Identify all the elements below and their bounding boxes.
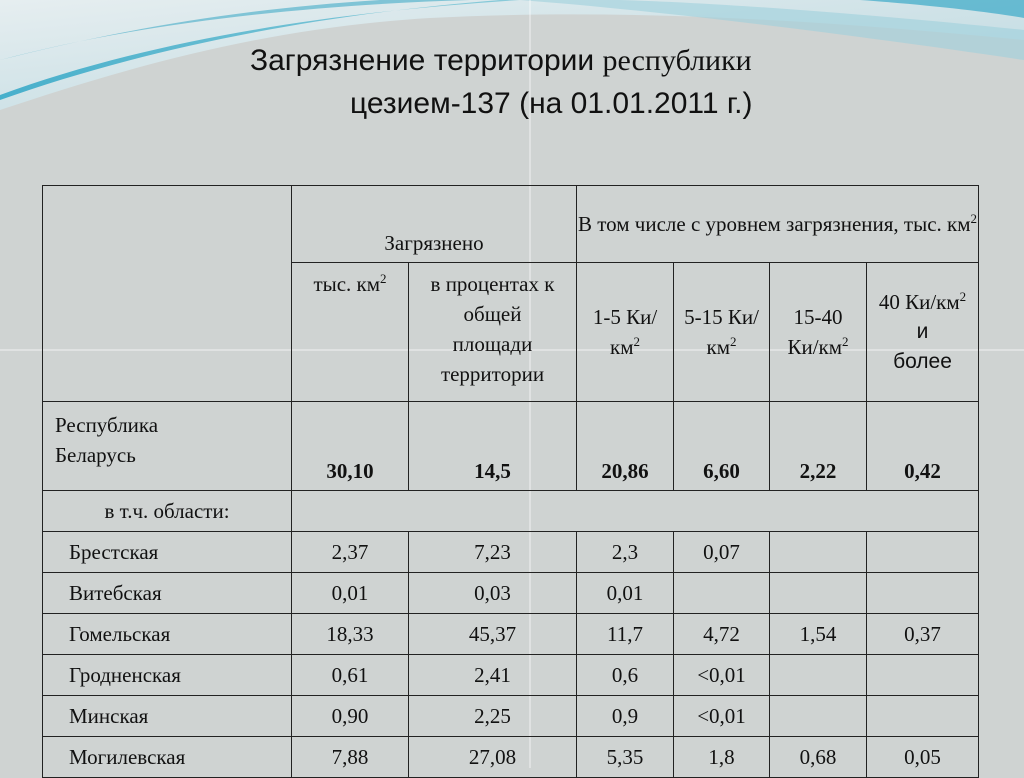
cell: 0,01 xyxy=(577,573,674,614)
regions-subheader: в т.ч. области: xyxy=(43,491,292,532)
region-name: Гродненская xyxy=(43,655,292,696)
republic-value: 14,5 xyxy=(409,402,577,491)
header-empty-cell xyxy=(43,186,292,402)
cell: 0,68 xyxy=(770,737,867,778)
cell: 7,23 xyxy=(409,532,577,573)
cell: 11,7 xyxy=(577,614,674,655)
table-row xyxy=(43,696,979,737)
slide-title xyxy=(0,0,1024,140)
cell xyxy=(867,573,979,614)
title-line-2: цезием-137 (на 01.01.2011 г.) xyxy=(350,87,753,120)
cell: 1,8 xyxy=(674,737,770,778)
republic-row xyxy=(43,402,979,491)
cell xyxy=(867,696,979,737)
header-contaminated: Загрязнено xyxy=(292,186,577,263)
title-line-1 xyxy=(250,44,752,78)
cell: 45,37 xyxy=(409,614,577,655)
cell: 7,88 xyxy=(292,737,409,778)
table-row xyxy=(43,655,979,696)
cell: 0,07 xyxy=(674,532,770,573)
cell: 4,72 xyxy=(674,614,770,655)
cell xyxy=(867,655,979,696)
cell: 0,37 xyxy=(867,614,979,655)
republic-value: 6,60 xyxy=(674,402,770,491)
region-name: Минская xyxy=(43,696,292,737)
cell: 1,54 xyxy=(770,614,867,655)
header-col-1-5: 1-5 $Ки/км^2$ xyxy=(577,263,674,402)
table-row xyxy=(43,532,979,573)
cell: <0,01 xyxy=(674,696,770,737)
regions-subheader-row xyxy=(43,491,979,532)
cell: 18,33 xyxy=(292,614,409,655)
cell: 27,08 xyxy=(409,737,577,778)
region-name: Могилевская xyxy=(43,737,292,778)
table-row xyxy=(43,737,979,778)
republic-name: Республика Беларусь xyxy=(43,402,292,491)
table-row xyxy=(43,614,979,655)
header-col-percent: в процентах к общей площади территории xyxy=(409,263,577,402)
cell: 0,6 xyxy=(577,655,674,696)
cell: 0,9 xyxy=(577,696,674,737)
cell: <0,01 xyxy=(674,655,770,696)
cell: 0,05 xyxy=(867,737,979,778)
header-row-1 xyxy=(43,186,979,263)
cell: 0,03 xyxy=(409,573,577,614)
republic-value: 30,10 xyxy=(292,402,409,491)
subheader-empty xyxy=(292,491,979,532)
header-col-40-plus: 40 $Ки/км^2$ и более xyxy=(867,263,979,402)
cell xyxy=(867,532,979,573)
header-col-5-15: 5-15 $Ки/км^2$ xyxy=(674,263,770,402)
header-col-area: тыс. $км^2$ xyxy=(292,263,409,402)
header-including-levels: В том числе с уровнем загрязнения, тыс. $км^2$ xyxy=(577,186,979,263)
republic-value: 20,86 xyxy=(577,402,674,491)
title-line-1-sans: Загрязнение территории xyxy=(250,44,603,77)
cell xyxy=(770,696,867,737)
region-name: Витебская xyxy=(43,573,292,614)
title-line-1-serif: республики xyxy=(602,44,752,77)
cell xyxy=(770,655,867,696)
cell xyxy=(770,532,867,573)
cell: 0,61 xyxy=(292,655,409,696)
republic-value: 2,22 xyxy=(770,402,867,491)
region-name: Гомельская xyxy=(43,614,292,655)
cell: 0,90 xyxy=(292,696,409,737)
republic-value: 0,42 xyxy=(867,402,979,491)
cell xyxy=(770,573,867,614)
contamination-table xyxy=(42,185,979,778)
cell: 2,41 xyxy=(409,655,577,696)
cell xyxy=(674,573,770,614)
header-col-15-40: 15-40 $Ки/км^2$ xyxy=(770,263,867,402)
table-row xyxy=(43,573,979,614)
cell: 2,37 xyxy=(292,532,409,573)
cell: 2,25 xyxy=(409,696,577,737)
region-name: Брестская xyxy=(43,532,292,573)
cell: 5,35 xyxy=(577,737,674,778)
cell: 0,01 xyxy=(292,573,409,614)
cell: 2,3 xyxy=(577,532,674,573)
